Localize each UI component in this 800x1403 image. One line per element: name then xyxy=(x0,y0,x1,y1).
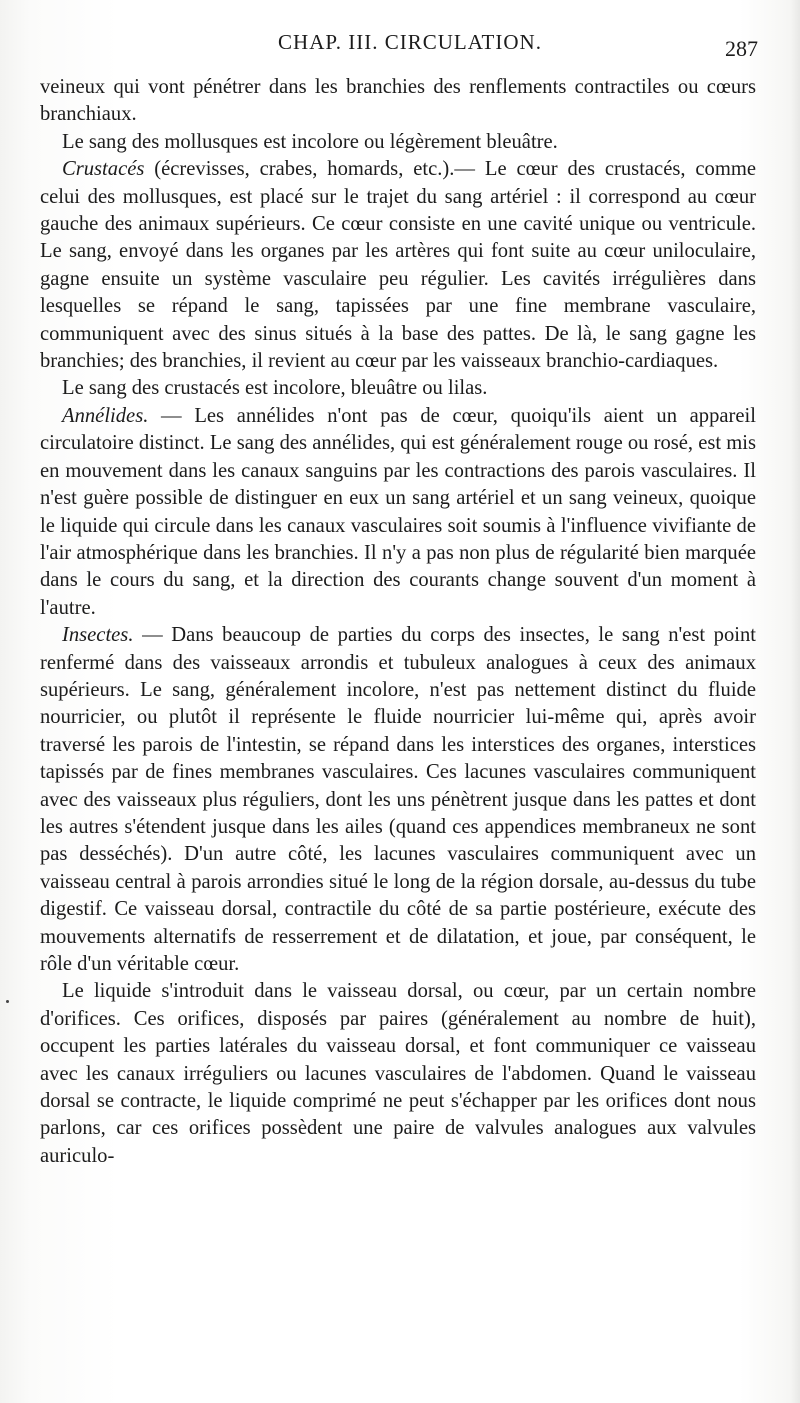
paragraph-dorsal-vessel: Le liquide s'introduit dans le vaisseau dorsal, ou cœur, par un certain nombre d'orifices. Ces orifices, disposés par paires (généralement au nombre de huit), occupent les parties latérales du vaisseau dorsal, et font communiquer ce vaisseau avec les canaux irréguliers ou lacunes vasculaires de l'abdomen. Quand le vaisseau dorsal se contracte, le liquide comprimé ne peut s'échapper par les orifices dont nous parlons, car ces orifices possèdent une paire de valvules analogues aux valvules auriculo- xyxy=(40,980,756,1167)
paragraph-crustacean-blood: Le sang des crustacés est incolore, bleuâtre ou lilas. xyxy=(62,377,488,400)
section-lead-crustaces: Crustacés xyxy=(62,158,145,181)
paragraph-crustaceans: Crustacés (écrevisses, crabes, homards, etc.).— Le cœur des crustacés, comme celui des mollusques, est placé sur le trajet du sang artériel : il correspond au cœur gauche des animaux supérieurs. Ce cœur consiste en une cavité unique ou ventricule. Le sang, envoyé dans les organes par les artères qui font suite au cœur uniloculaire, gagne ensuite un système vasculaire peu régulier. Les cavités irrégulières dans lesquelles se répand le sang, tapissées par une fine membrane vasculaire, communiquent avec des sinus situés à la base des pattes. De là, le sang gagne les branchies; des branchies, il revient au cœur par les vaisseaux branchio-cardiaques. xyxy=(40,158,756,373)
paragraph-continuation: veineux qui vont pénétrer dans les branchies des renflements contractiles ou cœurs branchiaux. xyxy=(40,76,756,126)
page-number: 287 xyxy=(725,36,758,61)
body-text xyxy=(40,74,756,1170)
section-lead-annelides: Annélides. xyxy=(62,404,149,427)
section-lead-insectes: Insectes. xyxy=(62,624,134,647)
paragraph-annelids: Annélides. — Les annélides n'ont pas de cœur, quoiqu'ils aient un appareil circulatoire distinct. Le sang des annélides, qui est généralement rouge ou rosé, est mis en mouvement dans les canaux sanguins par les contractions des parois vasculaires. Il n'est guère possible de distinguer en eux un sang artériel et un sang veineux, quoique le liquide qui circule dans les canaux vasculaires soit soumis à l'influence vivifiante de l'air atmosphérique dans les branchies. Il n'y a pas non plus de régularité bien marquée dans le cours du sang, et la direction des courants change souvent d'un moment à l'autre. xyxy=(40,404,756,619)
paragraph-insects: Insectes. — Dans beaucoup de parties du corps des insectes, le sang n'est point renfermé dans des vaisseaux arrondis et tubuleux analogues à ceux des animaux supérieurs. Le sang, généralement incolore, n'est pas nettement distinct du fluide nourricier, ou plutôt il représente le fluide nourricier lui-même qui, après avoir traversé les parois de l'intestin, se répand dans les interstices des organes, interstices tapissés par de fines membranes vasculaires. Ces lacunes vasculaires communiquent avec des vaisseaux plus réguliers, dont les uns pénètrent jusque dans les pattes et dont les autres s'étendent jusque dans les ailes (quand ces appendices membraneux ne sont pas desséchés). D'un autre côté, les lacunes vasculaires communiquent avec un vaisseau central à parois arrondies situé le long de la région dorsale, au-dessus du tube digestif. Ce vaisseau dorsal, contractile du côté de sa partie postérieure, exécute des mouvements alternatifs de resserrement et de dilatation, et joue, par conséquent, le rôle d'un véritable cœur. xyxy=(40,624,756,975)
running-head: CHAP. III. CIRCULATION. xyxy=(278,30,542,54)
page-header xyxy=(60,30,760,64)
print-speck xyxy=(6,1000,9,1003)
paragraph-mollusk-blood: Le sang des mollusques est incolore ou légèrement bleuâtre. xyxy=(62,130,558,153)
